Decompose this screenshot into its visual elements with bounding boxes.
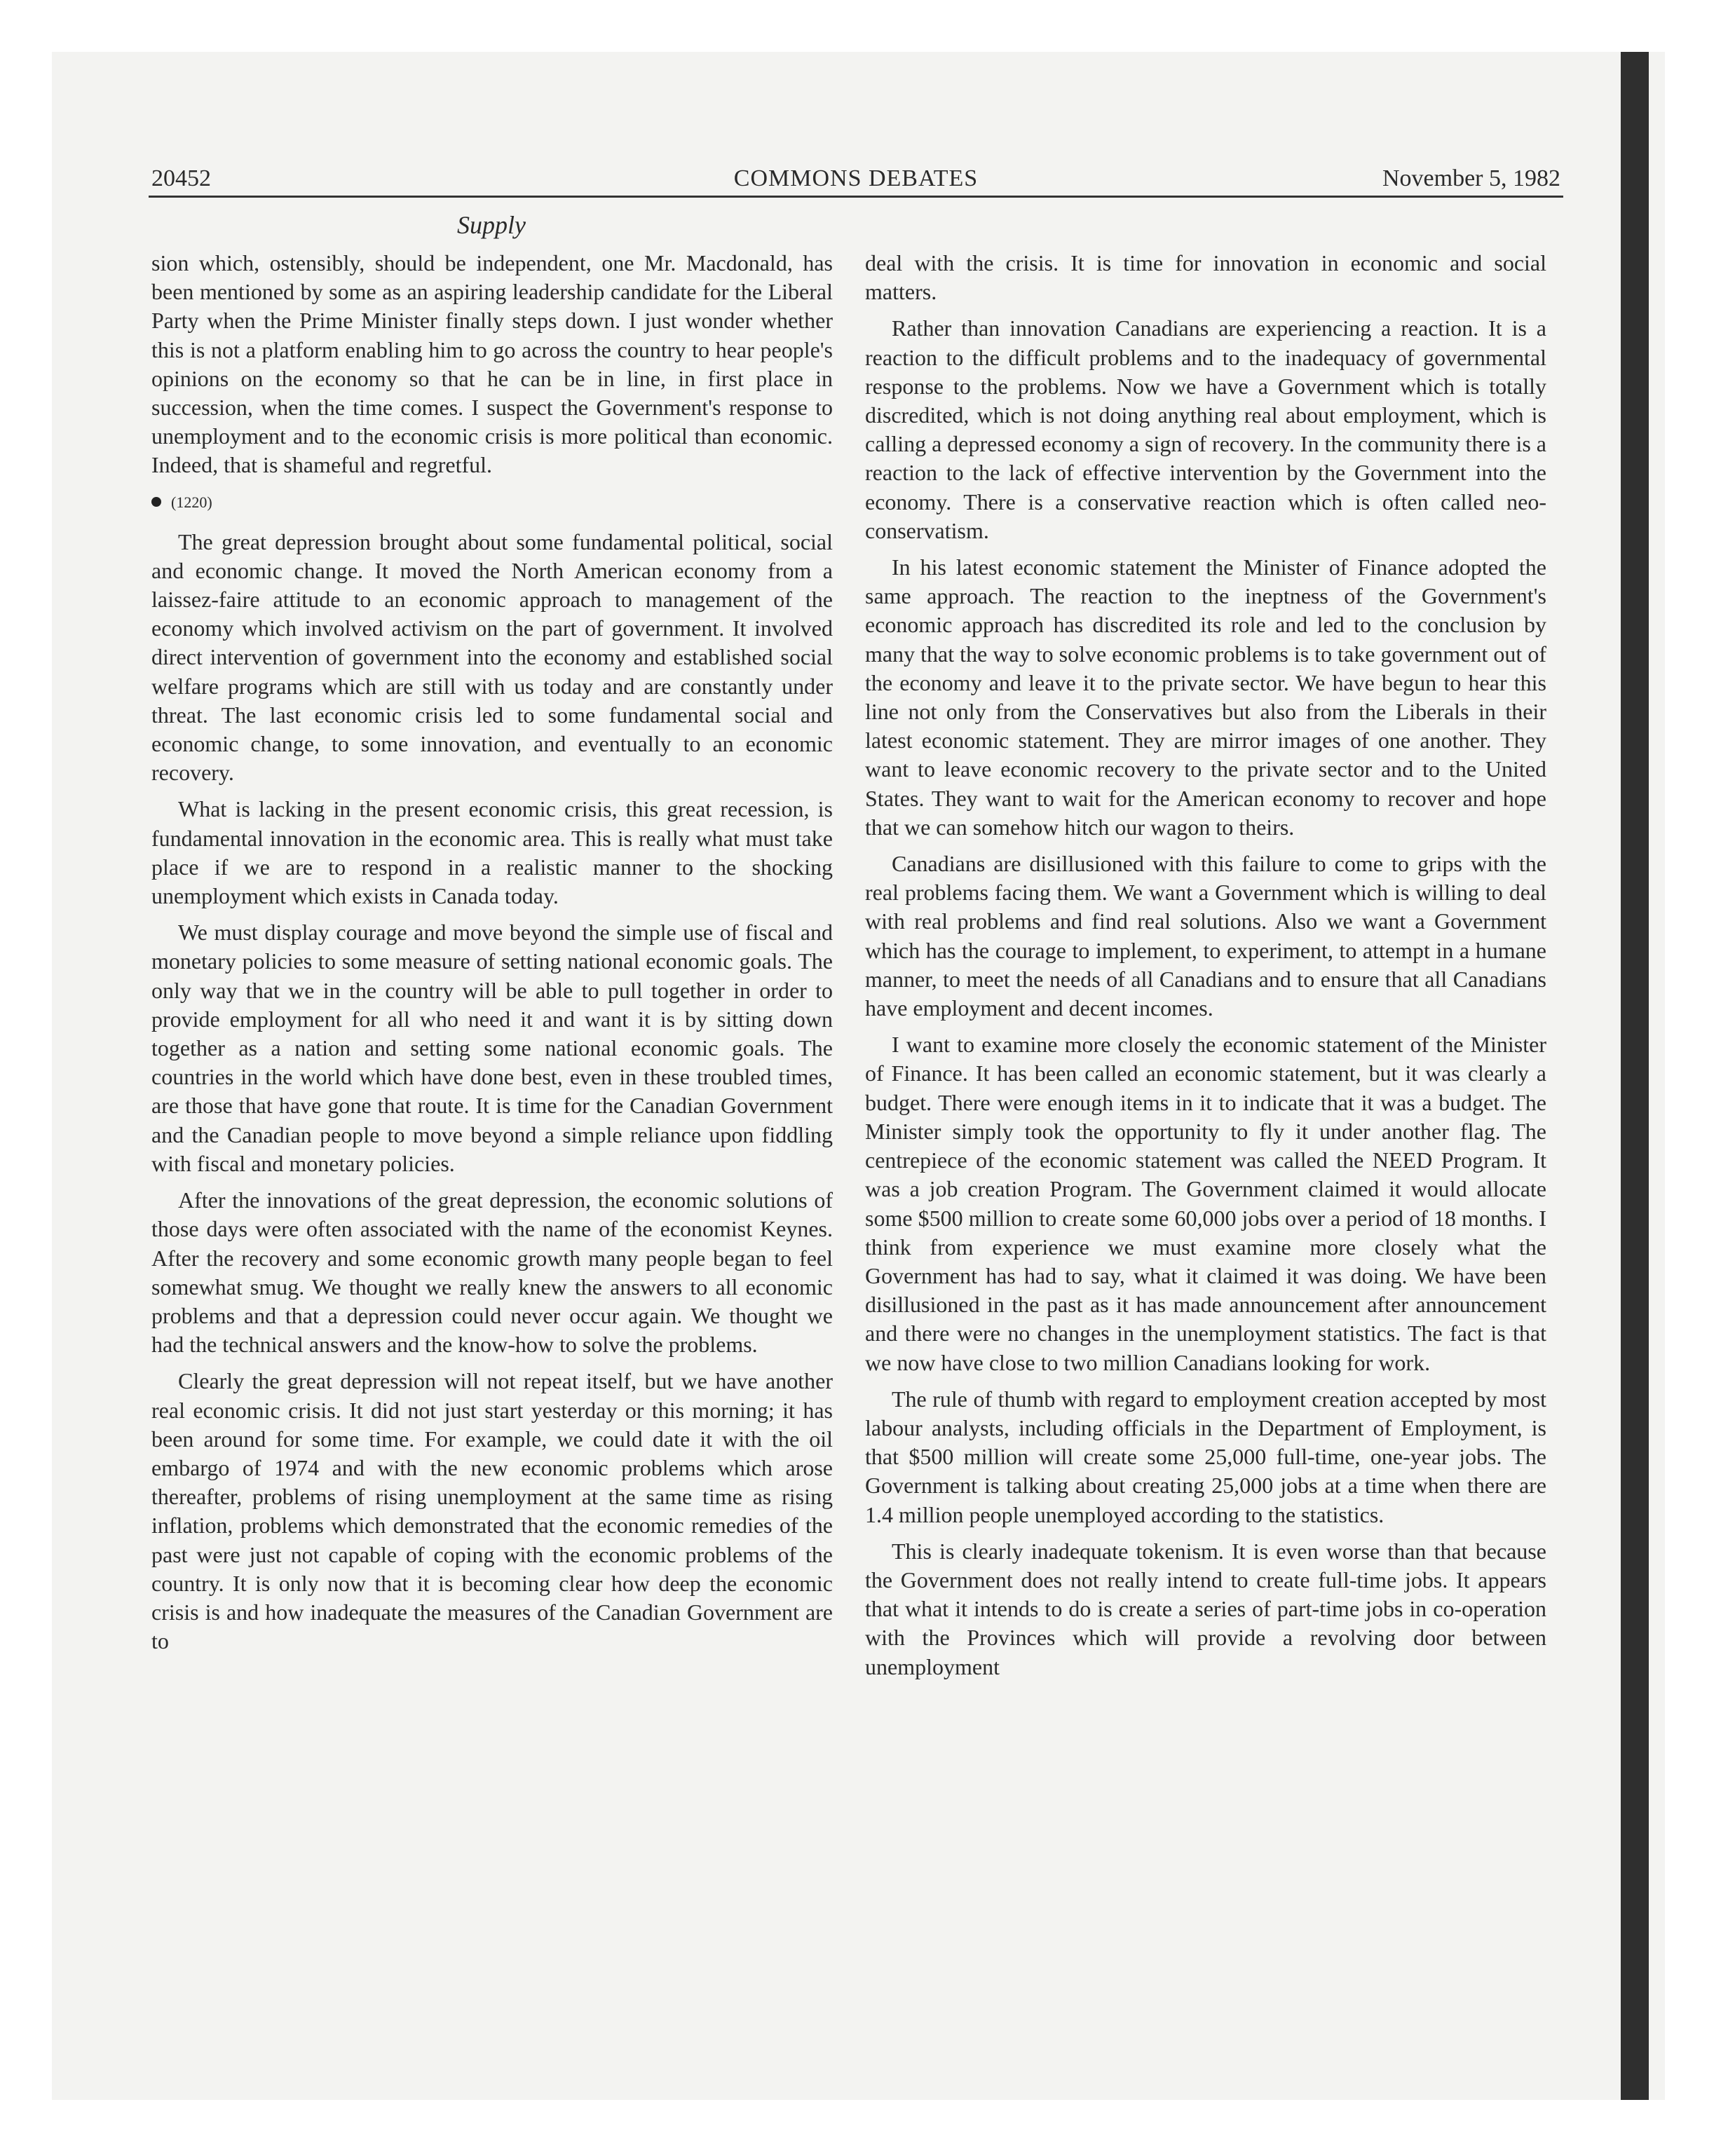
time-marker-label: (1220): [171, 493, 212, 511]
paragraph: In his latest economic statement the Minister of Finance adopted the same approach. The reaction to the ineptness of the Government's economic approach has discredited its role and led to the conclusion by many that the way to solve economic problems is to take government out of the economy and leave it to the private sector. We have begun to hear this line not only from the Conservatives but also from the Liberals in their latest economic statement. They are mirror images of one another. They want to leave economic recovery to the private sector and to the United States. They want to wait for the American economy to recover and hope that we can somehow hitch our wagon to theirs.: [865, 554, 1546, 840]
paragraph: I want to examine more closely the economic statement of the Minister of Finance. It has been called an economic statement, but it was clearly a budget. There were enough items in it to indicate that it was a budget. The Minister simply took the opportunity to fly it under another flag. The centrepiece of the economic statement was called the NEED Program. It was a job creation Program. The Government claimed it would allocate some $500 million to create some 60,000 jobs over a period of 18 months. I think from experience we must examine more closely what the Government has had to say, what it claimed it was doing. We have been disillusioned in the past as it has made announcement after announcement and there were no changes in the unemployment statistics. The fact is that we now have close to two million Canadians looking for work.: [865, 1032, 1546, 1375]
paragraph: Canadians are disillusioned with this failure to come to grips with the real problems facing them. We want a Government which is willing to deal with real problems and find real solutions. Also we want a Government which has the courage to implement, to experiment, to attempt in a humane manner, to meet the needs of all Canadians and to ensure that all Canadians have employment and decent incomes.: [865, 851, 1546, 1021]
header-rule: [149, 196, 1563, 198]
left-column: [151, 249, 833, 1663]
paragraph: Clearly the great depression will not repeat itself, but we have another real economic crisis. It did not just start yesterday or this morning; it has been around for some time. For example, we could date it with the oil embargo of 1974 and with the new economic problems which arose thereafter, problems of rising unemployment at the same time as rising inflation, problems which demonstrated that the economic remedies of the past were just not capable of coping with the economic problems of the country. It is only now that it is becoming clear how deep the economic crisis is and how inadequate the measures of the Canadian Government are to: [151, 1368, 833, 1654]
page-number: 20452: [151, 165, 211, 191]
paragraph: After the innovations of the great depression, the economic solutions of those days were often associated with the name of the economist Keynes. After the recovery and some economic growth many people began to feel somewhat smug. We thought we really knew the answers to all economic problems and that a depression could never occur again. We thought we had the technical answers and the know-how to solve the problems.: [151, 1187, 833, 1358]
paragraph: The rule of thumb with regard to employment creation accepted by most labour analysts, including officials in the Department of Employment, is that $500 million will create some 25,000 full-time, one-year jobs. The Government is talking about creating 25,000 jobs at a time when there are 1.4 million people unemployed according to the statistics.: [865, 1386, 1546, 1527]
paragraph: deal with the crisis. It is time for innovation in economic and social matters.: [865, 250, 1546, 305]
paragraph: This is clearly inadequate tokenism. It is even worse than that because the Government does not really intend to create full-time jobs. It appears that what it intends to do is create a series of part-time jobs in co-operation with the Provinces which will provide a revolving door between unemployment: [865, 1538, 1546, 1679]
time-marker: [151, 488, 833, 517]
publication-title: COMMONS DEBATES: [733, 165, 979, 191]
paragraph: sion which, ostensibly, should be independent, one Mr. Macdonald, has been mentioned by some as an aspiring leadership candidate for the Liberal Party when the Prime Minister finally steps down. I just wonder whether this is not a platform enabling him to go across the country to hear people's opinions on the economy so that he can be in line, in first place in succession, when the time comes. I suspect the Government's response to unemployment and to the economic crisis is more political than economic. Indeed, that is shameful and regretful.: [151, 250, 833, 478]
scan-edge: [1621, 52, 1649, 2100]
paragraph: Rather than innovation Canadians are experiencing a reaction. It is a reaction to the difficult problems and to the inadequacy of governmental response to the problems. Now we have a Government which is totally discredited, which is not doing anything real about employment, which is calling a depressed economy a sign of recovery. In the community there is a reaction to the lack of effective intervention by the Government into the economy. There is a conservative reaction which is often called neo-conservatism.: [865, 315, 1546, 543]
right-column: [865, 249, 1546, 1689]
publication-date: November 5, 1982: [1382, 165, 1560, 191]
paragraph: What is lacking in the present economic crisis, this great recession, is fundamental innovation in the economic area. This is really what must take place if we are to respond in a realistic manner to the shocking unemployment which exists in Canada today.: [151, 796, 833, 909]
section-title: Supply: [457, 211, 526, 239]
paragraph: We must display courage and move beyond the simple use of fiscal and monetary policies to some measure of setting national economic goals. The only way that we in the country will be able to pull together in order to provide employment for all who need it and want it is by sitting down together as a nation and setting some national economic goals. The countries in the world which have done best, even in these troubled times, are those that have gone that route. It is time for the Canadian Government and the Canadian people to move beyond a simple reliance upon fiddling with fiscal and monetary policies.: [151, 920, 833, 1176]
paragraph: The great depression brought about some fundamental political, social and economic change. It moved the North American economy from a laissez-faire attitude to an economic approach to management of the economy which involved activism on the part of government. It involved direct intervention of government into the economy and established social welfare programs which are still with us today and are constantly under threat. The last economic crisis led to some fundamental social and economic change, to some innovation, and eventually to an economic recovery.: [151, 528, 833, 786]
page-header: [151, 162, 1560, 196]
bullet-icon: [151, 497, 161, 507]
